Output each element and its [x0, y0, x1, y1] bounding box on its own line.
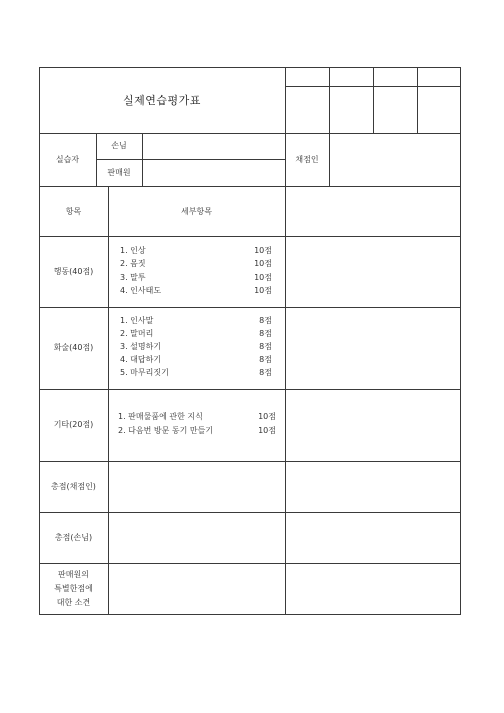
header-subitem: 세부항목 [181, 207, 212, 216]
list-item: 4. 대답하기 [120, 355, 162, 364]
stamp-col-line-2 [373, 67, 374, 133]
title-divider [285, 67, 286, 186]
section-name: 기타(20점) [53, 420, 94, 429]
item-score: 10점 [254, 246, 272, 255]
item-score: 10점 [254, 286, 272, 295]
opinion-label-line: 대한 소견 [56, 598, 91, 607]
list-item: 2. 다음번 방문 동기 만들기 [118, 426, 214, 435]
seller-label: 판매원 [107, 168, 131, 177]
col-line-item [108, 186, 109, 615]
row-line-customer-seller [96, 159, 286, 160]
row-line-4 [39, 307, 461, 308]
list-item: 3. 말투 [120, 273, 146, 282]
opinion-label-line: 특별한점에 [54, 584, 93, 593]
list-item: 3. 설명하기 [120, 342, 162, 351]
customer-label: 손님 [111, 141, 127, 150]
table-border-bottom [39, 614, 461, 615]
list-item: 2. 말머리 [120, 329, 154, 338]
header-item: 항목 [65, 207, 82, 216]
item-score: 8점 [259, 342, 272, 351]
item-score: 10점 [258, 412, 276, 421]
list-item: 1. 인상 [120, 246, 146, 255]
row-line-3 [39, 236, 461, 237]
item-score: 10점 [254, 259, 272, 268]
practicer-label: 실습자 [55, 155, 80, 164]
table-border-top [39, 67, 461, 68]
row-line-5 [39, 389, 461, 390]
total-customer-label: 총점(손님) [54, 533, 93, 542]
list-item: 1. 판매물품에 관한 지식 [118, 412, 203, 421]
col-line-role [142, 133, 143, 187]
list-item: 4. 인사태도 [120, 286, 162, 295]
item-score: 8점 [259, 355, 272, 364]
list-item: 2. 몸짓 [120, 259, 146, 268]
row-line-8 [39, 563, 461, 564]
item-score: 10점 [258, 426, 276, 435]
section-name: 화술(40점) [53, 343, 94, 352]
section-name: 행동(40점) [53, 267, 94, 276]
row-line-6 [39, 461, 461, 462]
list-item: 1. 인사말 [120, 316, 154, 325]
stamp-col-line-3 [417, 67, 418, 133]
col-line-grader [329, 133, 330, 187]
grader-label: 채점인 [295, 155, 319, 164]
item-score: 10점 [254, 273, 272, 282]
row-line-7 [39, 512, 461, 513]
item-score: 8점 [259, 329, 272, 338]
col-line-score [285, 186, 286, 615]
row-line-1 [39, 133, 461, 134]
item-score: 8점 [259, 368, 272, 377]
list-item: 5. 마무리짓기 [120, 368, 169, 377]
stamp-col-line-1 [329, 67, 330, 133]
row-line-2 [39, 186, 461, 187]
item-score: 8점 [259, 316, 272, 325]
table-border-right [460, 67, 461, 615]
opinion-label-line: 판매원의 [58, 570, 89, 579]
page-title: 실제연습평가표 [123, 94, 201, 107]
total-grader-label: 총점(채점인) [51, 482, 96, 491]
